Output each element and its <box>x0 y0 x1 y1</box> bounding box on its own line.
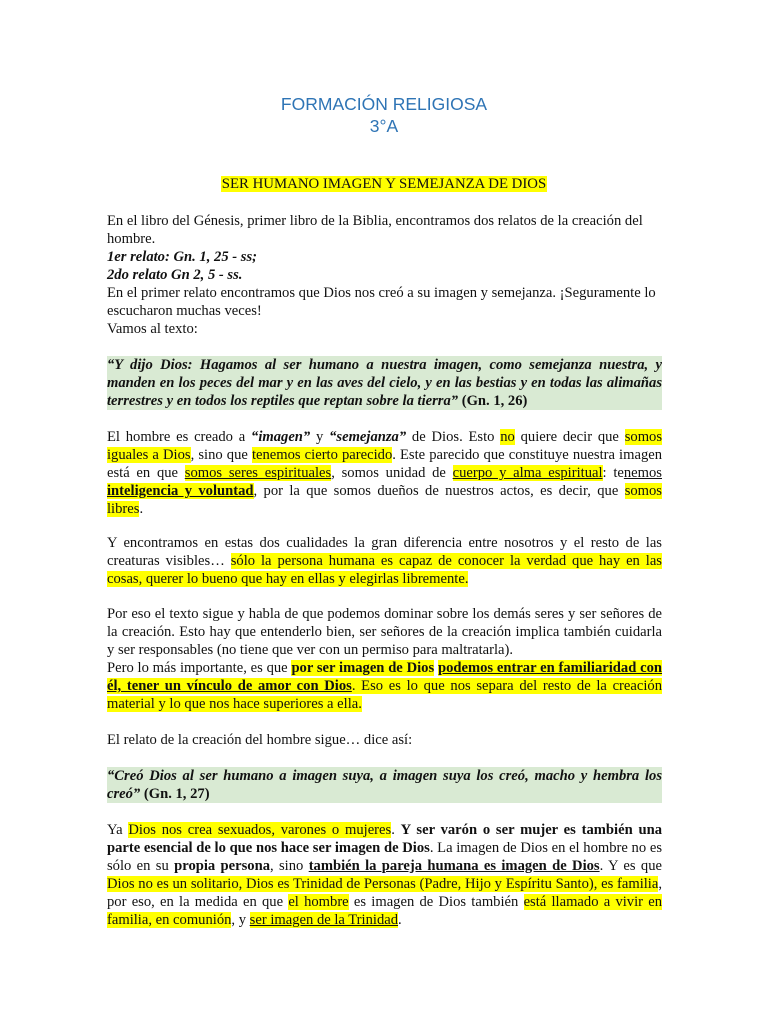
paragraph-imagen <box>107 428 662 518</box>
highlight: somos libres <box>107 483 662 517</box>
text-run: “imagen” <box>251 429 311 445</box>
quote-1-ref: (Gn. 1, 26) <box>458 393 528 409</box>
highlight: tenemos cierto parecido <box>251 447 393 463</box>
highlight: . <box>351 678 356 694</box>
text-run: , somos unidad de <box>331 465 453 481</box>
quote-2-block <box>107 767 662 803</box>
highlight: sólo la persona humana es capaz de conocer la verdad que hay en las cosas, querer lo bueno que hay en ellas y elegirlas libremente. <box>107 553 662 587</box>
text-run: es imagen de Dios también <box>348 894 524 910</box>
text-run: “semejanza” <box>329 429 407 445</box>
text-run: también la pareja humana es imagen de Dios <box>308 858 600 874</box>
text-run: : te <box>602 465 624 481</box>
paragraph-relato-text: El relato de la creación del hombre sigue… dice así: <box>107 732 413 748</box>
text-run: , por eso, en la medida en que <box>107 876 662 910</box>
paragraph-sexuados <box>107 821 662 929</box>
text-run: . <box>398 912 402 928</box>
text-run: propia persona <box>174 858 271 874</box>
highlight: somos iguales a Dios <box>107 429 663 463</box>
paragraph-diferencia <box>107 534 662 588</box>
text-run: , y <box>231 912 250 928</box>
highlight: ser imagen de la Trinidad <box>249 912 399 928</box>
paragraph-dominio-text: Por eso el texto sigue y habla de que podemos dominar sobre los demás seres y ser señores de la creación. Esto hay que entenderlo bien, ser señores de la creación implica también cuidarla y ser responsables (no tiene que ver con un permiso para maltratarla). <box>107 606 662 658</box>
highlight: inteligencia y voluntad <box>107 483 254 499</box>
text-run: . <box>139 501 144 517</box>
quote-2-ref: (Gn. 1, 27) <box>140 786 210 802</box>
paragraph-sexuados-text <box>107 821 662 929</box>
quote-2-text: “Creó Dios al ser humano a imagen suya, a imagen suya los creó, macho y hembra los creó” <box>107 768 662 802</box>
highlight: Dios no es un solitario, Dios es Trinidad de Personas (Padre, Hijo y Espíritu Santo), es familia <box>107 876 659 892</box>
quote-1-text: “Y dijo Dios: Hagamos al ser humano a nuestra imagen, como semejanza nuestra, y manden en los peces del mar y en las aves del cielo, y en las bestias y en todas las alimañas terrestres y en todos los reptiles que reptan sobre la tierra” <box>107 357 662 409</box>
highlight: Dios nos crea sexuados, varones o mujeres <box>128 822 392 838</box>
intro-text-2: En el primer relato encontramos que Dios nos creó a su imagen y semejanza. ¡Seguramente lo escucharon muchas veces! <box>107 285 656 319</box>
text-run: . <box>391 822 401 838</box>
paragraph-relato <box>107 731 662 749</box>
subject-text: SER HUMANO IMAGEN Y SEMEJANZA DE DIOS <box>221 176 547 192</box>
grade-label: 3°A <box>369 116 399 136</box>
relato-2: 2do relato Gn 2, 5 - ss. <box>107 267 243 283</box>
course-title: FORMACIÓN RELIGIOSA <box>280 94 488 114</box>
quote-2 <box>107 767 662 803</box>
highlight: somos seres espirituales <box>184 465 332 481</box>
text-run: Y encontramos en estas dos cualidades la gran diferencia entre nosotros y el resto de las creaturas visibles… <box>107 535 662 569</box>
highlight: está llamado a vivir en familia, en comunión <box>107 894 663 928</box>
text-run: de Dios. Esto <box>406 429 501 445</box>
text-run: Ya <box>107 822 129 838</box>
intro-block <box>107 212 662 338</box>
paragraph-dominio <box>107 605 662 713</box>
quote-1 <box>107 356 662 410</box>
paragraph-imagen-text <box>107 428 662 518</box>
intro-text: En el libro del Génesis, primer libro de la Biblia, encontramos dos relatos de la creación del hombre. <box>107 213 643 247</box>
paragraph-familiaridad <box>107 659 662 713</box>
text-run: y <box>310 429 330 445</box>
highlight: podemos entrar en familiaridad con él, tener un vínculo de amor con Dios <box>107 660 663 694</box>
highlight: por ser imagen de Dios <box>291 660 435 676</box>
highlight: no <box>500 429 515 445</box>
text-run: quiere decir que <box>514 429 625 445</box>
text-run: El hombre es creado a <box>107 429 252 445</box>
highlight: cuerpo y alma espiritual <box>452 465 603 481</box>
paragraph-diferencia-text <box>107 534 662 588</box>
quote-1-block <box>107 356 662 410</box>
text-run: , sino <box>270 858 309 874</box>
highlight: Eso es lo que nos separa del resto de la creación material y lo que nos hace superiores a ella. <box>107 678 662 712</box>
text-run: . Y es que <box>599 858 662 874</box>
intro-text-3: Vamos al texto: <box>107 321 198 337</box>
text-run: Pero lo más importante, es que <box>107 660 292 676</box>
relato-1: 1er relato: Gn. 1, 25 - ss; <box>107 249 257 265</box>
text-run: . Este parecido que constituye nuestra imagen está en que <box>107 447 663 481</box>
text-run: , sino que <box>190 447 252 463</box>
text-run: Y ser varón o ser mujer es también una parte esencial de lo que nos hace ser imagen de Dios <box>107 822 662 856</box>
text-run: , por la que somos dueños de nuestros actos, es decir, que <box>253 483 625 499</box>
text-run: . La imagen de Dios en el hombre no es sólo en su <box>107 840 662 874</box>
text-run: nemos <box>623 465 662 481</box>
highlight: el hombre <box>288 894 349 910</box>
subject-title <box>0 174 768 194</box>
